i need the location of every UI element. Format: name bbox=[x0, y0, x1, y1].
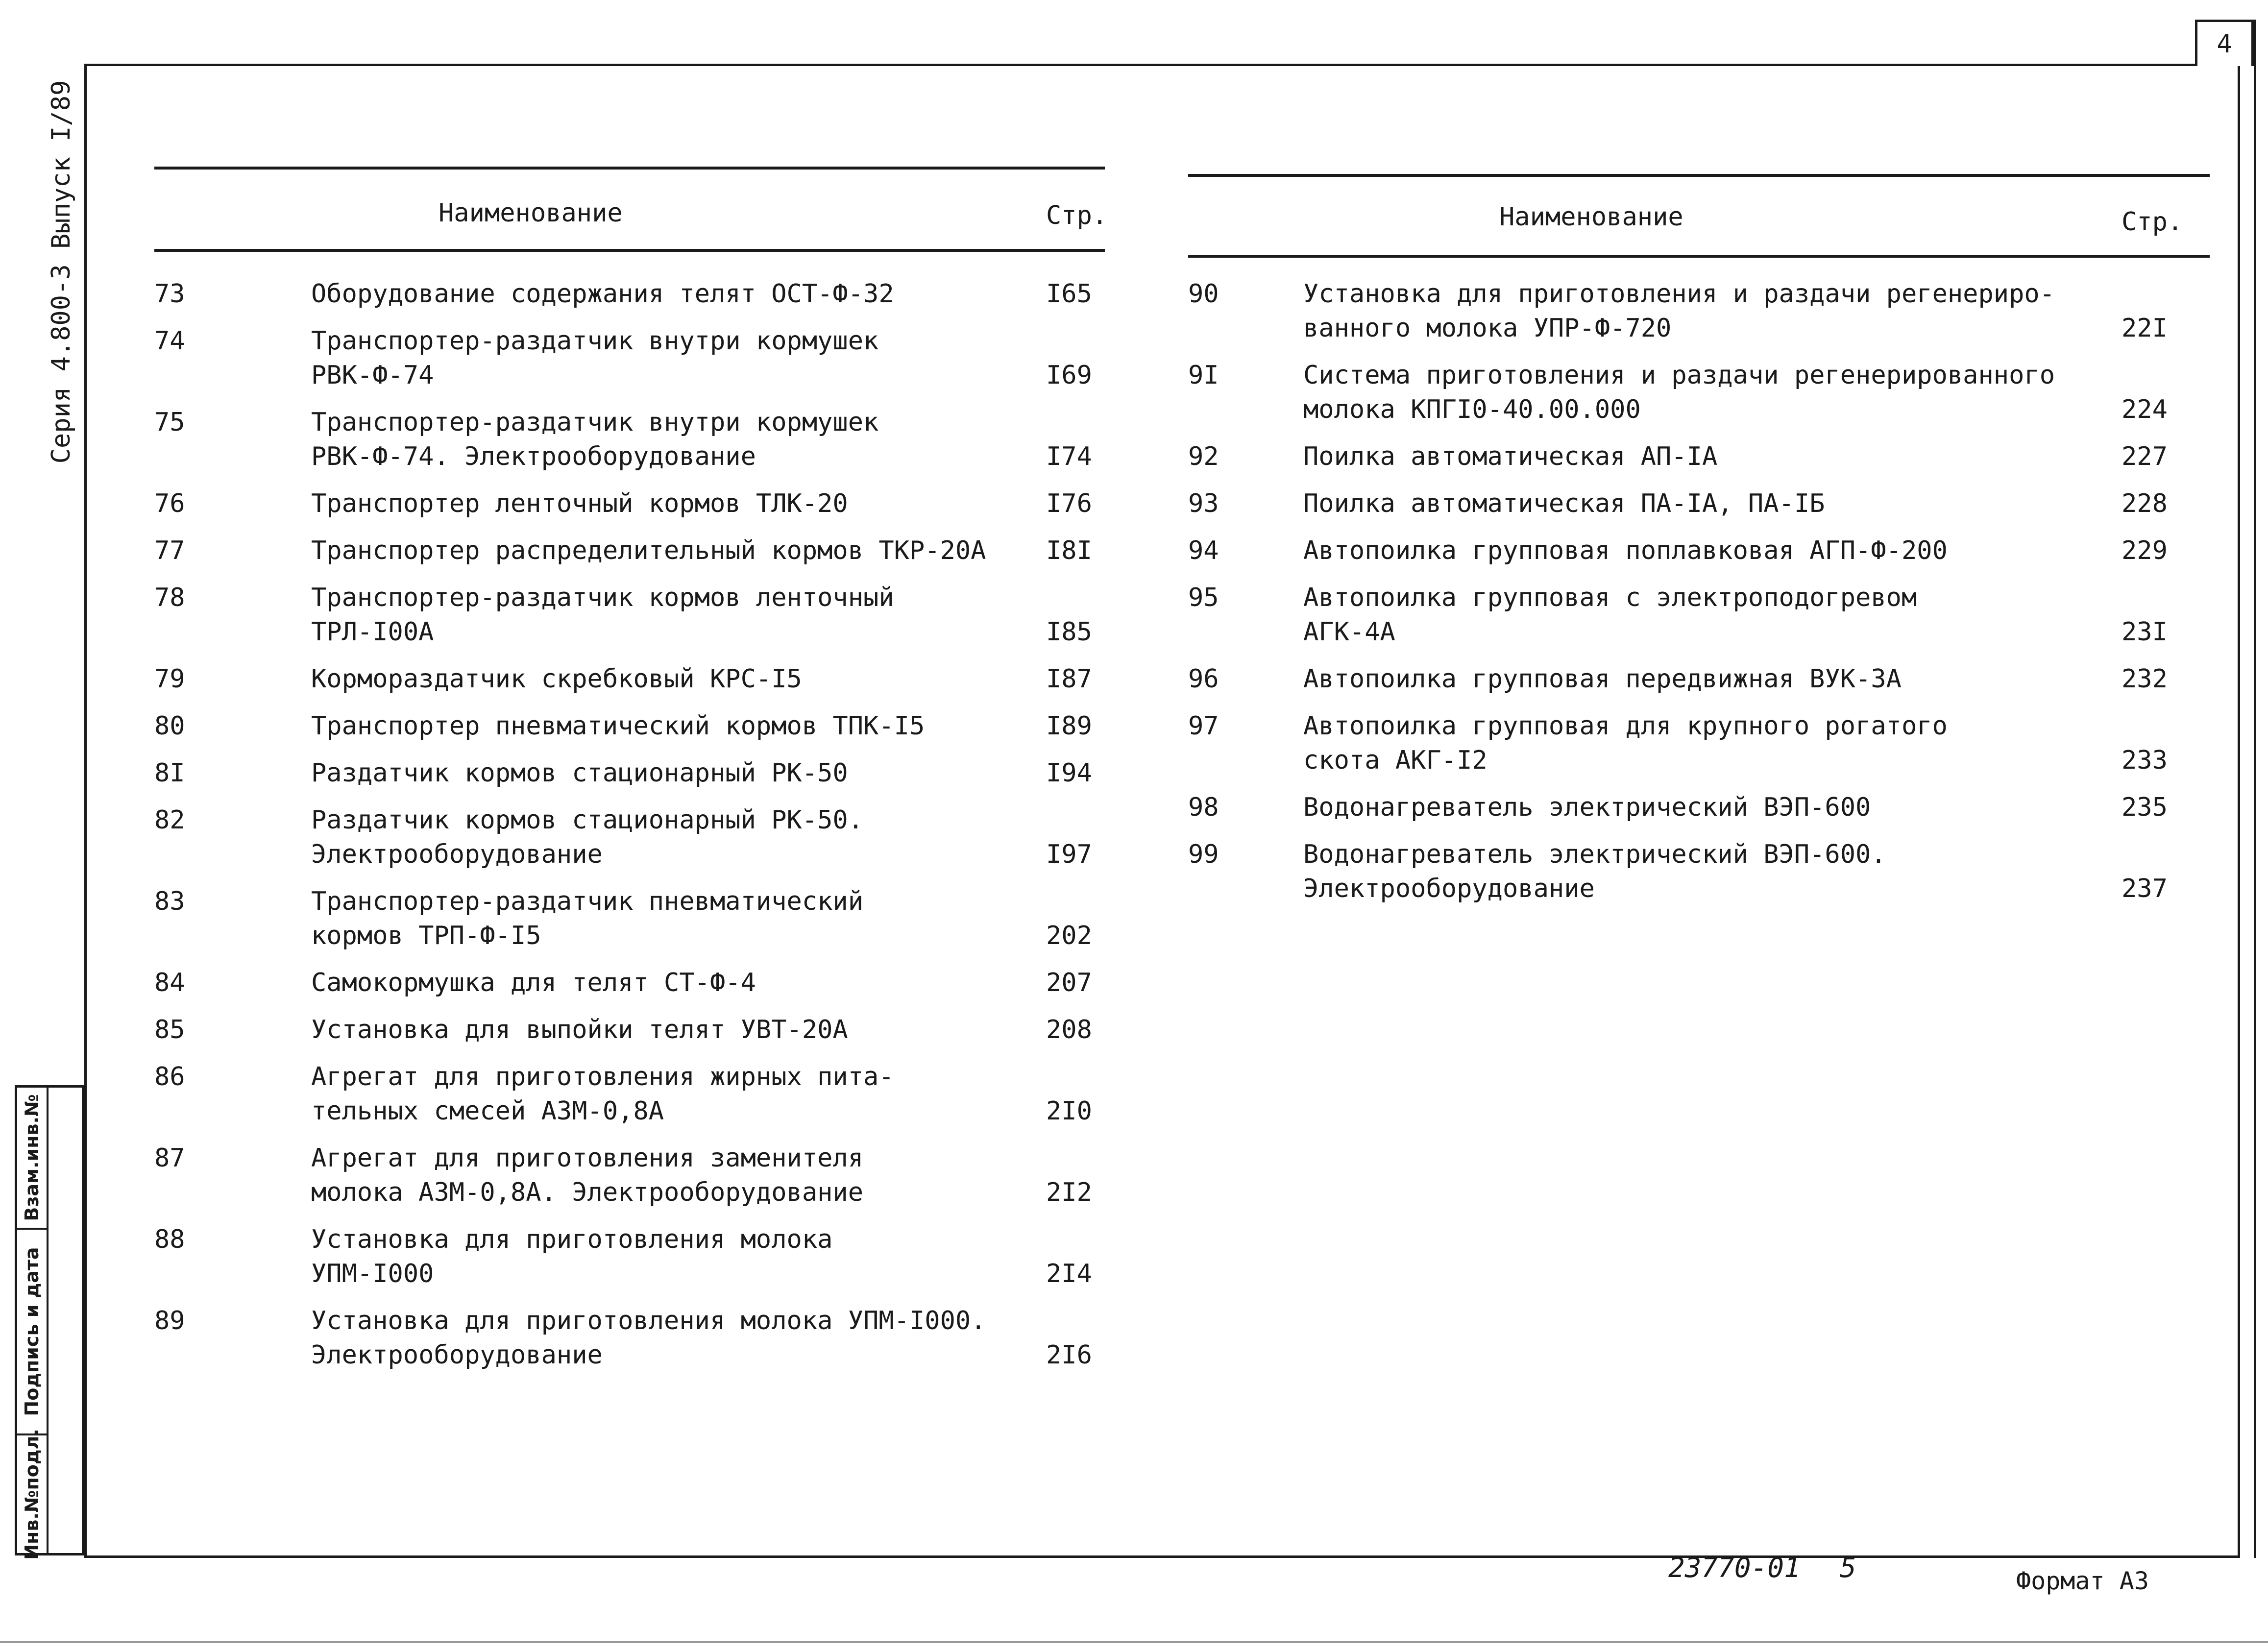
row-number: 97 bbox=[1188, 711, 1219, 741]
row-name-line: Электрооборудование bbox=[311, 1340, 603, 1370]
row-name bbox=[311, 1060, 894, 1128]
left-header-rule bbox=[154, 249, 1105, 252]
row-name-line: Автопоилка групповая для крупного рогатого bbox=[1303, 711, 1948, 741]
table-row bbox=[154, 1304, 1105, 1372]
row-number: 74 bbox=[154, 326, 185, 356]
table-row bbox=[1188, 439, 2210, 474]
row-name-line: Установка для выпойки телят УВТ-20А bbox=[311, 1015, 848, 1045]
page-number: 4 bbox=[2195, 20, 2254, 66]
right-header-page: Стр. bbox=[2122, 207, 2183, 237]
row-name-line: тельных смесей АЗМ-0,8А bbox=[311, 1096, 664, 1126]
table-row bbox=[154, 1060, 1105, 1128]
row-number: 8I bbox=[154, 758, 185, 788]
format-label: Формат А3 bbox=[2016, 1567, 2149, 1595]
row-name-line: молока АЗМ-0,8А. Электрооборудование bbox=[311, 1178, 864, 1207]
row-number: 77 bbox=[154, 536, 185, 565]
row-page: 2I2 bbox=[1046, 1178, 1092, 1207]
row-page: I76 bbox=[1046, 489, 1092, 518]
row-page: I94 bbox=[1046, 758, 1092, 788]
row-name bbox=[1303, 709, 1948, 777]
table-row bbox=[154, 1222, 1105, 1291]
table-row bbox=[1188, 837, 2210, 906]
row-name-line: молока КПГI0-40.00.000 bbox=[1303, 395, 1641, 424]
row-name-line: Самокормушка для телят СТ-Ф-4 bbox=[311, 968, 756, 997]
sheet-number: 5 bbox=[1840, 1552, 1856, 1584]
row-number: 87 bbox=[154, 1143, 185, 1173]
row-name-line: Раздатчик кормов стационарный РК-50 bbox=[311, 758, 848, 788]
row-number: 94 bbox=[1188, 536, 1219, 565]
row-number: 78 bbox=[154, 583, 185, 612]
row-name-line: ТРЛ-I00А bbox=[311, 617, 434, 647]
table-row bbox=[1188, 358, 2210, 427]
series-label bbox=[39, 69, 83, 475]
table-row bbox=[1188, 662, 2210, 696]
row-number: 99 bbox=[1188, 840, 1219, 869]
right-header-rule bbox=[1188, 255, 2210, 258]
row-name-line: Транспортер пневматический кормов ТПК-I5 bbox=[311, 711, 925, 741]
row-page: I85 bbox=[1046, 617, 1092, 647]
row-page: 229 bbox=[2122, 536, 2168, 565]
row-name-line: Установка для приготовления молока bbox=[311, 1225, 833, 1254]
row-name-line: Установка для приготовления молока УПМ-I000. bbox=[311, 1306, 986, 1336]
row-page: I74 bbox=[1046, 442, 1092, 471]
row-number: 76 bbox=[154, 489, 185, 518]
row-name-line: Автопоилка групповая поплавковая АГП-Ф-200 bbox=[1303, 536, 1948, 565]
row-page: I69 bbox=[1046, 361, 1092, 390]
row-number: 90 bbox=[1188, 279, 1219, 309]
row-name-line: Транспортер ленточный кормов ТЛК-20 bbox=[311, 489, 848, 518]
row-page: 23I bbox=[2122, 617, 2168, 647]
row-number: 79 bbox=[154, 664, 185, 694]
table-row bbox=[1188, 277, 2210, 345]
table-row bbox=[154, 756, 1105, 790]
row-page: 224 bbox=[2122, 395, 2168, 424]
row-number: 93 bbox=[1188, 489, 1219, 518]
stamp-field-replacement: Взам.инв.№ bbox=[17, 1088, 47, 1230]
table-row bbox=[154, 1013, 1105, 1047]
row-name-line: РВК-Ф-74. Электрооборудование bbox=[311, 442, 756, 471]
row-name-line: Автопоилка групповая с электроподогревом bbox=[1303, 583, 1917, 612]
row-page: I65 bbox=[1046, 279, 1092, 309]
row-page: 2I4 bbox=[1046, 1259, 1092, 1288]
row-name bbox=[311, 581, 894, 649]
table-row bbox=[154, 709, 1105, 743]
row-number: 86 bbox=[154, 1062, 185, 1092]
row-name bbox=[1303, 837, 1886, 906]
row-page: I89 bbox=[1046, 711, 1092, 741]
row-page: I87 bbox=[1046, 664, 1092, 694]
row-name bbox=[311, 884, 863, 953]
side-stamp bbox=[15, 1085, 84, 1560]
left-header-page: Стр. bbox=[1046, 201, 1108, 230]
row-number: 92 bbox=[1188, 442, 1219, 471]
table-row bbox=[154, 581, 1105, 649]
row-page: 208 bbox=[1046, 1015, 1092, 1045]
table-row bbox=[154, 662, 1105, 696]
row-page: 227 bbox=[2122, 442, 2168, 471]
row-number: 96 bbox=[1188, 664, 1219, 694]
row-name bbox=[1303, 277, 2055, 345]
table-row bbox=[154, 1141, 1105, 1210]
row-name bbox=[311, 662, 802, 696]
row-name bbox=[311, 1222, 832, 1291]
row-name bbox=[311, 966, 756, 1000]
row-number: 83 bbox=[154, 887, 185, 916]
row-name-line: Транспортер-раздатчик пневматический bbox=[311, 887, 864, 916]
row-name-line: Водонагреватель электрический ВЭП-600. bbox=[1303, 840, 1886, 869]
row-number: 73 bbox=[154, 279, 185, 309]
row-name-line: Поилка автоматическая АП-IА bbox=[1303, 442, 1718, 471]
row-name-line: Автопоилка групповая передвижная ВУК-3А bbox=[1303, 664, 1902, 694]
row-name-line: Транспортер-раздатчик внутри кормушек bbox=[311, 408, 879, 437]
row-page: 228 bbox=[2122, 489, 2168, 518]
row-name bbox=[1303, 439, 1717, 474]
row-name bbox=[1303, 534, 1948, 568]
row-number: 84 bbox=[154, 968, 185, 997]
stamp-divider bbox=[47, 1088, 49, 1553]
row-page: 22I bbox=[2122, 314, 2168, 343]
row-name-line: Водонагреватель электрический ВЭП-600 bbox=[1303, 793, 1871, 822]
row-name-line: Оборудование содержания телят ОСТ-Ф-32 bbox=[311, 279, 894, 309]
row-name-line: Кормораздатчик скребковый КРС-I5 bbox=[311, 664, 802, 694]
row-number: 85 bbox=[154, 1015, 185, 1045]
row-number: 95 bbox=[1188, 583, 1219, 612]
table-row bbox=[154, 486, 1105, 521]
row-name-line: Поилка автоматическая ПА-IА, ПА-IБ bbox=[1303, 489, 1825, 518]
row-page: 202 bbox=[1046, 921, 1092, 950]
table-row bbox=[154, 534, 1105, 568]
row-name bbox=[311, 1304, 986, 1372]
row-name-line: Агрегат для приготовления жирных пита- bbox=[311, 1062, 894, 1092]
row-number: 82 bbox=[154, 805, 185, 835]
table-row bbox=[154, 277, 1105, 311]
stamp-field-signature: Подпись и дата bbox=[17, 1230, 47, 1435]
row-number: 80 bbox=[154, 711, 185, 741]
table-row bbox=[154, 884, 1105, 953]
row-page: 235 bbox=[2122, 793, 2168, 822]
row-name bbox=[311, 709, 925, 743]
row-page: 207 bbox=[1046, 968, 1092, 997]
row-name-line: Установка для приготовления и раздачи регенериро- bbox=[1303, 279, 2055, 309]
row-number: 9I bbox=[1188, 361, 1219, 390]
row-name-line: РВК-Ф-74 bbox=[311, 361, 434, 390]
left-top-rule bbox=[154, 167, 1105, 170]
row-number: 88 bbox=[154, 1225, 185, 1254]
row-name-line: Система приготовления и раздачи регенерированного bbox=[1303, 361, 2055, 390]
table-row bbox=[1188, 709, 2210, 777]
row-name-line: Электрооборудование bbox=[311, 840, 603, 869]
table-row bbox=[1188, 486, 2210, 521]
row-name bbox=[1303, 581, 1917, 649]
row-name bbox=[1303, 790, 1871, 825]
row-name-line: Транспортер распределительный кормов ТКР-20А bbox=[311, 536, 986, 565]
row-name-line: кормов ТРП-Ф-I5 bbox=[311, 921, 541, 950]
row-number: 75 bbox=[154, 408, 185, 437]
row-name-line: Раздатчик кормов стационарный РК-50. bbox=[311, 805, 864, 835]
row-name bbox=[311, 1013, 848, 1047]
row-name bbox=[311, 1141, 863, 1210]
table-row bbox=[154, 405, 1105, 474]
row-name-line: Электрооборудование bbox=[1303, 874, 1595, 903]
table-row bbox=[154, 803, 1105, 872]
row-page: 2I6 bbox=[1046, 1340, 1092, 1370]
row-name bbox=[311, 324, 878, 392]
row-name-line: Агрегат для приготовления заменителя bbox=[311, 1143, 864, 1173]
table-row bbox=[1188, 534, 2210, 568]
series-text: Серия 4.800-3 Выпуск I/89 bbox=[47, 80, 76, 464]
row-name bbox=[311, 803, 863, 872]
row-name-line: АГК-4А bbox=[1303, 617, 1395, 647]
row-name-line: скота АКГ-I2 bbox=[1303, 746, 1488, 775]
row-number: 98 bbox=[1188, 793, 1219, 822]
row-name-line: Транспортер-раздатчик внутри кормушек bbox=[311, 326, 879, 356]
row-page: I97 bbox=[1046, 840, 1092, 869]
row-page: I8I bbox=[1046, 536, 1092, 565]
row-name bbox=[311, 486, 848, 521]
right-header-name: Наименование bbox=[1499, 202, 1683, 232]
right-top-rule bbox=[1188, 174, 2210, 177]
row-name bbox=[311, 756, 848, 790]
row-name-line: Транспортер-раздатчик кормов ленточный bbox=[311, 583, 894, 612]
sheet-bottom-edge bbox=[0, 1641, 2268, 1643]
table-row bbox=[154, 966, 1105, 1000]
row-name bbox=[311, 405, 878, 474]
stamp-field-inventory: Инв.№подл. bbox=[21, 1429, 43, 1560]
row-page: 233 bbox=[2122, 746, 2168, 775]
table-row bbox=[1188, 790, 2210, 825]
row-name-line: УПМ-I000 bbox=[311, 1259, 434, 1288]
document-number: 23770-01 bbox=[1668, 1552, 1801, 1584]
row-name bbox=[1303, 662, 1902, 696]
row-page: 232 bbox=[2122, 664, 2168, 694]
table-row bbox=[154, 324, 1105, 392]
left-header-name: Наименование bbox=[439, 198, 623, 228]
row-name bbox=[311, 534, 986, 568]
row-name bbox=[1303, 358, 2055, 427]
row-page: 2I0 bbox=[1046, 1096, 1092, 1126]
frame-right-edge bbox=[2254, 20, 2256, 1558]
row-name bbox=[311, 277, 894, 311]
row-name bbox=[1303, 486, 1825, 521]
row-number: 89 bbox=[154, 1306, 185, 1336]
row-name-line: ванного молока УПР-Ф-720 bbox=[1303, 314, 1672, 343]
table-row bbox=[1188, 581, 2210, 649]
row-page: 237 bbox=[2122, 874, 2168, 903]
